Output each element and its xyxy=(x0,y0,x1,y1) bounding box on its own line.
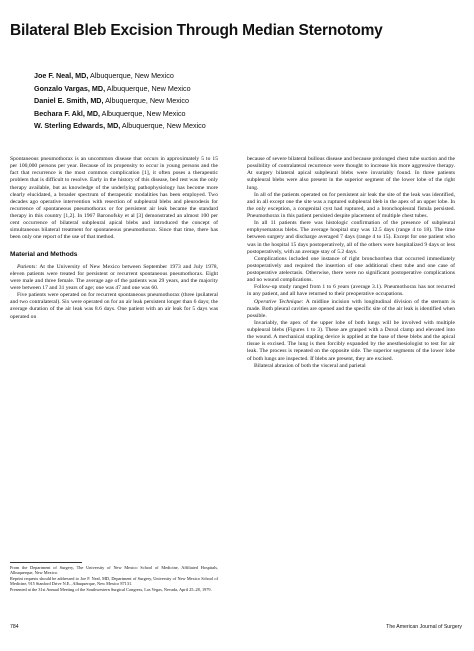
author-entry xyxy=(34,108,454,121)
left-column xyxy=(10,156,218,321)
author-location: Albuquerque, New Mexico xyxy=(105,96,190,106)
patients-paragraph xyxy=(10,264,218,293)
body-paragraph: In all of the patients operated on for persistent air leak the site of the leak was identified, and in all except one the site was a ruptured subpleural bleb in the apex of an upper lobe. In the only exception, a congenital cyst had ruptured, and a bronchopleural fistula persisted. Pneumothorax in this patient persisted despite placement of multiple chest tubes. xyxy=(247,191,455,219)
body-paragraph: Invariably, the apex of the upper lobe of both lungs will be involved with multiple subpleural blebs (Figures 1 to 3). These are grasped with a Duval clamp and elevated into the wound. A mechanical stapling device is applied at the base of these blebs and the apical tissue is excised. The lung is then forcibly expanded by the anesthesiologist to test for air leak. The process is repeated on the opposite side. The superior segments of the lower lobe of both lungs are inspected. If blebs are present, they are excised. xyxy=(247,319,455,362)
right-column xyxy=(247,156,455,370)
footnote-reprint: Reprint requests should be addressed to Joe F. Neal, MD, Department of Surgery, University of New Mexico School of Medicine, 915 Stanford Drive N.E., Albuquerque, New Mexico 87131. xyxy=(10,575,218,587)
patients-text: At the University of New Mexico between September 1973 and July 1978, eleven patients were treated for persistent or recurrent spontaneous pneumothorax. Eight were male and three female. The average age of the patients was 29 years, and the majority were between 17 and 31 years of age; one was 47 and one was 60. xyxy=(10,263,218,291)
author-list xyxy=(34,70,454,133)
author-entry xyxy=(34,83,454,96)
intro-paragraph: Spontaneous pneumothorax is an uncommon disease that occurs in approximately 5 to 15 per 100,000 persons per year. Because of its propensity to occur in young persons and the fact that recurrence is the most common complication [1], it often poses a therapeutic problem that is difficult to resolve. Early in the history of this disease, bed rest was the only therapy available, but as knowledge of the underlying pathophysiology has become more clearly elucidated, a broader spectrum of therapeutic modalities has been employed. Two decades ago operative intervention with resection of subpleural blebs and pleurodesis for recurrence of spontaneous pneumothorax or for persistent air leak became the standard therapy in this country [1,2]. In 1967 Baronofsky et al [3] demonstrated an almost 100 per cent occurrence of bilateral subpleural apical blebs and introduced the concept of simultaneous bilateral treatment for spontaneous pneumothorax. Since that time, there has been only one report of the use of that method. xyxy=(10,156,218,241)
body-paragraph: Bilateral abrasion of both the visceral and parietal xyxy=(254,362,366,369)
technique-label: Operative Technique: xyxy=(254,298,304,305)
body-paragraph: In all 11 patients there was histologic confirmation of the presence of subpleural emphysematous blebs. The average hospital stay was 12.5 days (range 4 to 18). The time between surgery and discharge averaged 7 days (range 4 to 15). Except for one patient who was in the hospital 15 days postoperatively, all of the others were hospitalized 9 days or less postoperatively, with an average stay of 5.2 days. xyxy=(247,220,455,255)
article-title: Bilateral Bleb Excision Through Median Sternotomy xyxy=(10,22,383,39)
author-location: Albuquerque, New Mexico xyxy=(121,121,206,131)
page-number: 784 xyxy=(10,624,19,630)
footnotes xyxy=(10,565,218,592)
body-paragraph: Follow-up study ranged from 1 to 6 years (average 3.1). Pneumothorax has not recurred in any patient, and all have returned to their preoperative occupations. xyxy=(247,284,455,298)
journal-name: The American Journal of Surgery xyxy=(386,624,462,630)
author-name: Gonzalo Vargas, MD, xyxy=(34,83,106,93)
author-entry xyxy=(34,95,454,108)
footnote-divider xyxy=(10,562,82,563)
author-location: Albuquerque, New Mexico xyxy=(106,83,191,93)
patients-label: Patients: xyxy=(17,263,38,270)
author-entry xyxy=(34,120,454,133)
technique-text: A midline incision with longitudinal division of the sternum is made. Both pleural cavities are opened and the specific site of the air leak is identified when possible. xyxy=(247,298,456,319)
author-entry xyxy=(34,70,454,83)
section-heading: Material and Methods xyxy=(10,250,78,258)
author-name: Daniel E. Smith, MD, xyxy=(34,96,104,106)
body-paragraph: Complications included one instance of right bronchorrhea that occurred immediately postoperatively and required the insertion of one additional chest tube and one case of postoperative atelectasis. Otherwise, there were no significant postoperative complications and no wound complications. xyxy=(247,255,455,284)
body-paragraph: Five patients were operated on for recurrent spontaneous pneumothorax (three ipsilateral and two contralateral). Six were operated on for an air leak persistent longer than 6 days; the average duration of the air leak was 8.6 days. One patient with an air leak for 5 days was operated on xyxy=(10,292,218,320)
author-name: Bechara F. Akl, MD, xyxy=(34,108,101,118)
footnote-presented: Presented at the 31st Annual Meeting of the Southwestern Surgical Congress, Las Vegas, Nevada, April 25–28, 1979. xyxy=(10,586,212,592)
technique-paragraph xyxy=(247,299,455,320)
author-location: Albuquerque, New Mexico xyxy=(101,108,186,118)
author-name: Joe F. Neal, MD, xyxy=(34,71,89,80)
author-location: Albuquerque, New Mexico xyxy=(89,71,174,80)
author-name: W. Sterling Edwards, MD, xyxy=(34,121,121,131)
body-paragraph: because of severe bilateral bullous disease and because prolonged chest tube suction and the possibility of contralateral recurrence were thought to increase his more aggressive therapy. At surgery bilateral apical subpleural blebs were invariably found. In three patients subpleural blebs were also present in the superior segment of the lower lobe of the right lung. xyxy=(247,156,455,191)
footnote-affiliation: From the Department of Surgery, The University of New Mexico School of Medicine, Affiliated Hospitals, Albuquerque, New Mexico. xyxy=(10,565,218,576)
